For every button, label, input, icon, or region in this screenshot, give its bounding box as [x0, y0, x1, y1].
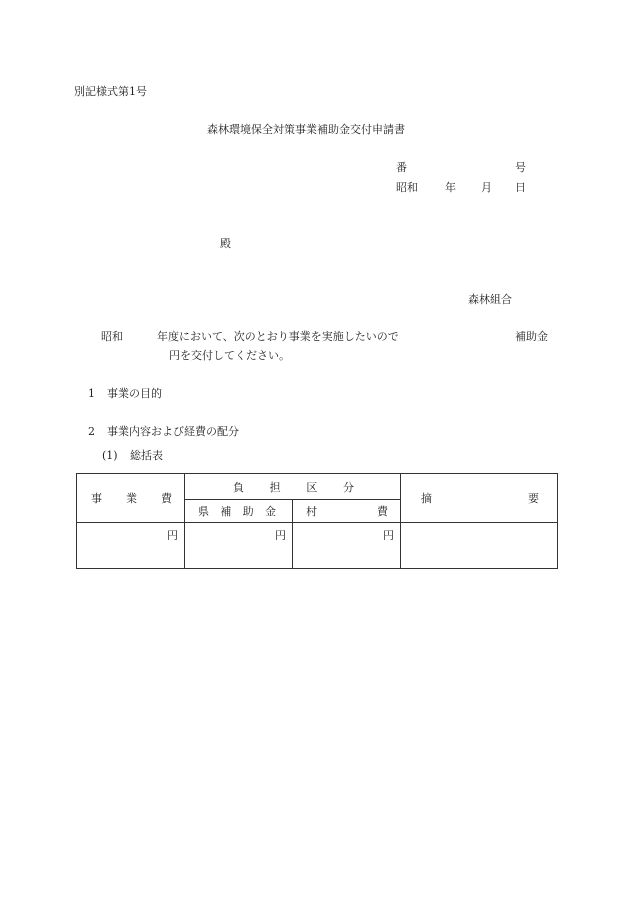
addressee-suffix: 殿	[220, 237, 231, 250]
cell-project-cost[interactable]	[77, 523, 185, 569]
header-remarks: 摘 要	[401, 474, 558, 523]
date-month: 月	[481, 181, 492, 194]
section-1-title: 事業の目的	[107, 387, 162, 400]
applicant-name: 森林組合	[468, 293, 512, 306]
header-project-cost: 事 業 費	[77, 474, 185, 523]
unit-yen: 円	[167, 529, 178, 542]
cell-remarks[interactable]	[401, 523, 558, 569]
unit-yen: 円	[383, 529, 394, 542]
summary-table	[76, 473, 558, 569]
number-suffix: 号	[515, 161, 526, 174]
subsection-1-number: (1)	[102, 449, 118, 462]
header-burden-division: 負 担 区 分	[185, 474, 401, 500]
section-2-number: 2	[88, 425, 95, 438]
date-year: 年	[445, 181, 456, 194]
header-prefectural-subsidy: 県 補 助 金	[185, 500, 293, 523]
header-village-cost: 村 費	[293, 500, 401, 523]
section-2-title: 事業内容および経費の配分	[107, 425, 239, 438]
form-number: 別記様式第1号	[74, 85, 147, 98]
cell-prefectural-subsidy[interactable]	[185, 523, 293, 569]
number-label: 番	[396, 161, 407, 174]
date-day: 日	[515, 181, 526, 194]
subsection-1-title: 総括表	[130, 449, 163, 462]
section-1-number: 1	[88, 387, 95, 400]
body-era: 昭和	[101, 330, 123, 343]
document-title: 森林環境保全対策事業補助金交付申請書	[207, 123, 405, 136]
body-line1: 年度において、次のとおり事業を実施したいので	[157, 330, 399, 343]
unit-yen: 円	[275, 529, 286, 542]
date-era: 昭和	[396, 181, 418, 194]
body-line2: 円を交付してください。	[169, 349, 290, 362]
body-subsidy-label: 補助金	[515, 330, 548, 343]
cell-village-cost[interactable]	[293, 523, 401, 569]
